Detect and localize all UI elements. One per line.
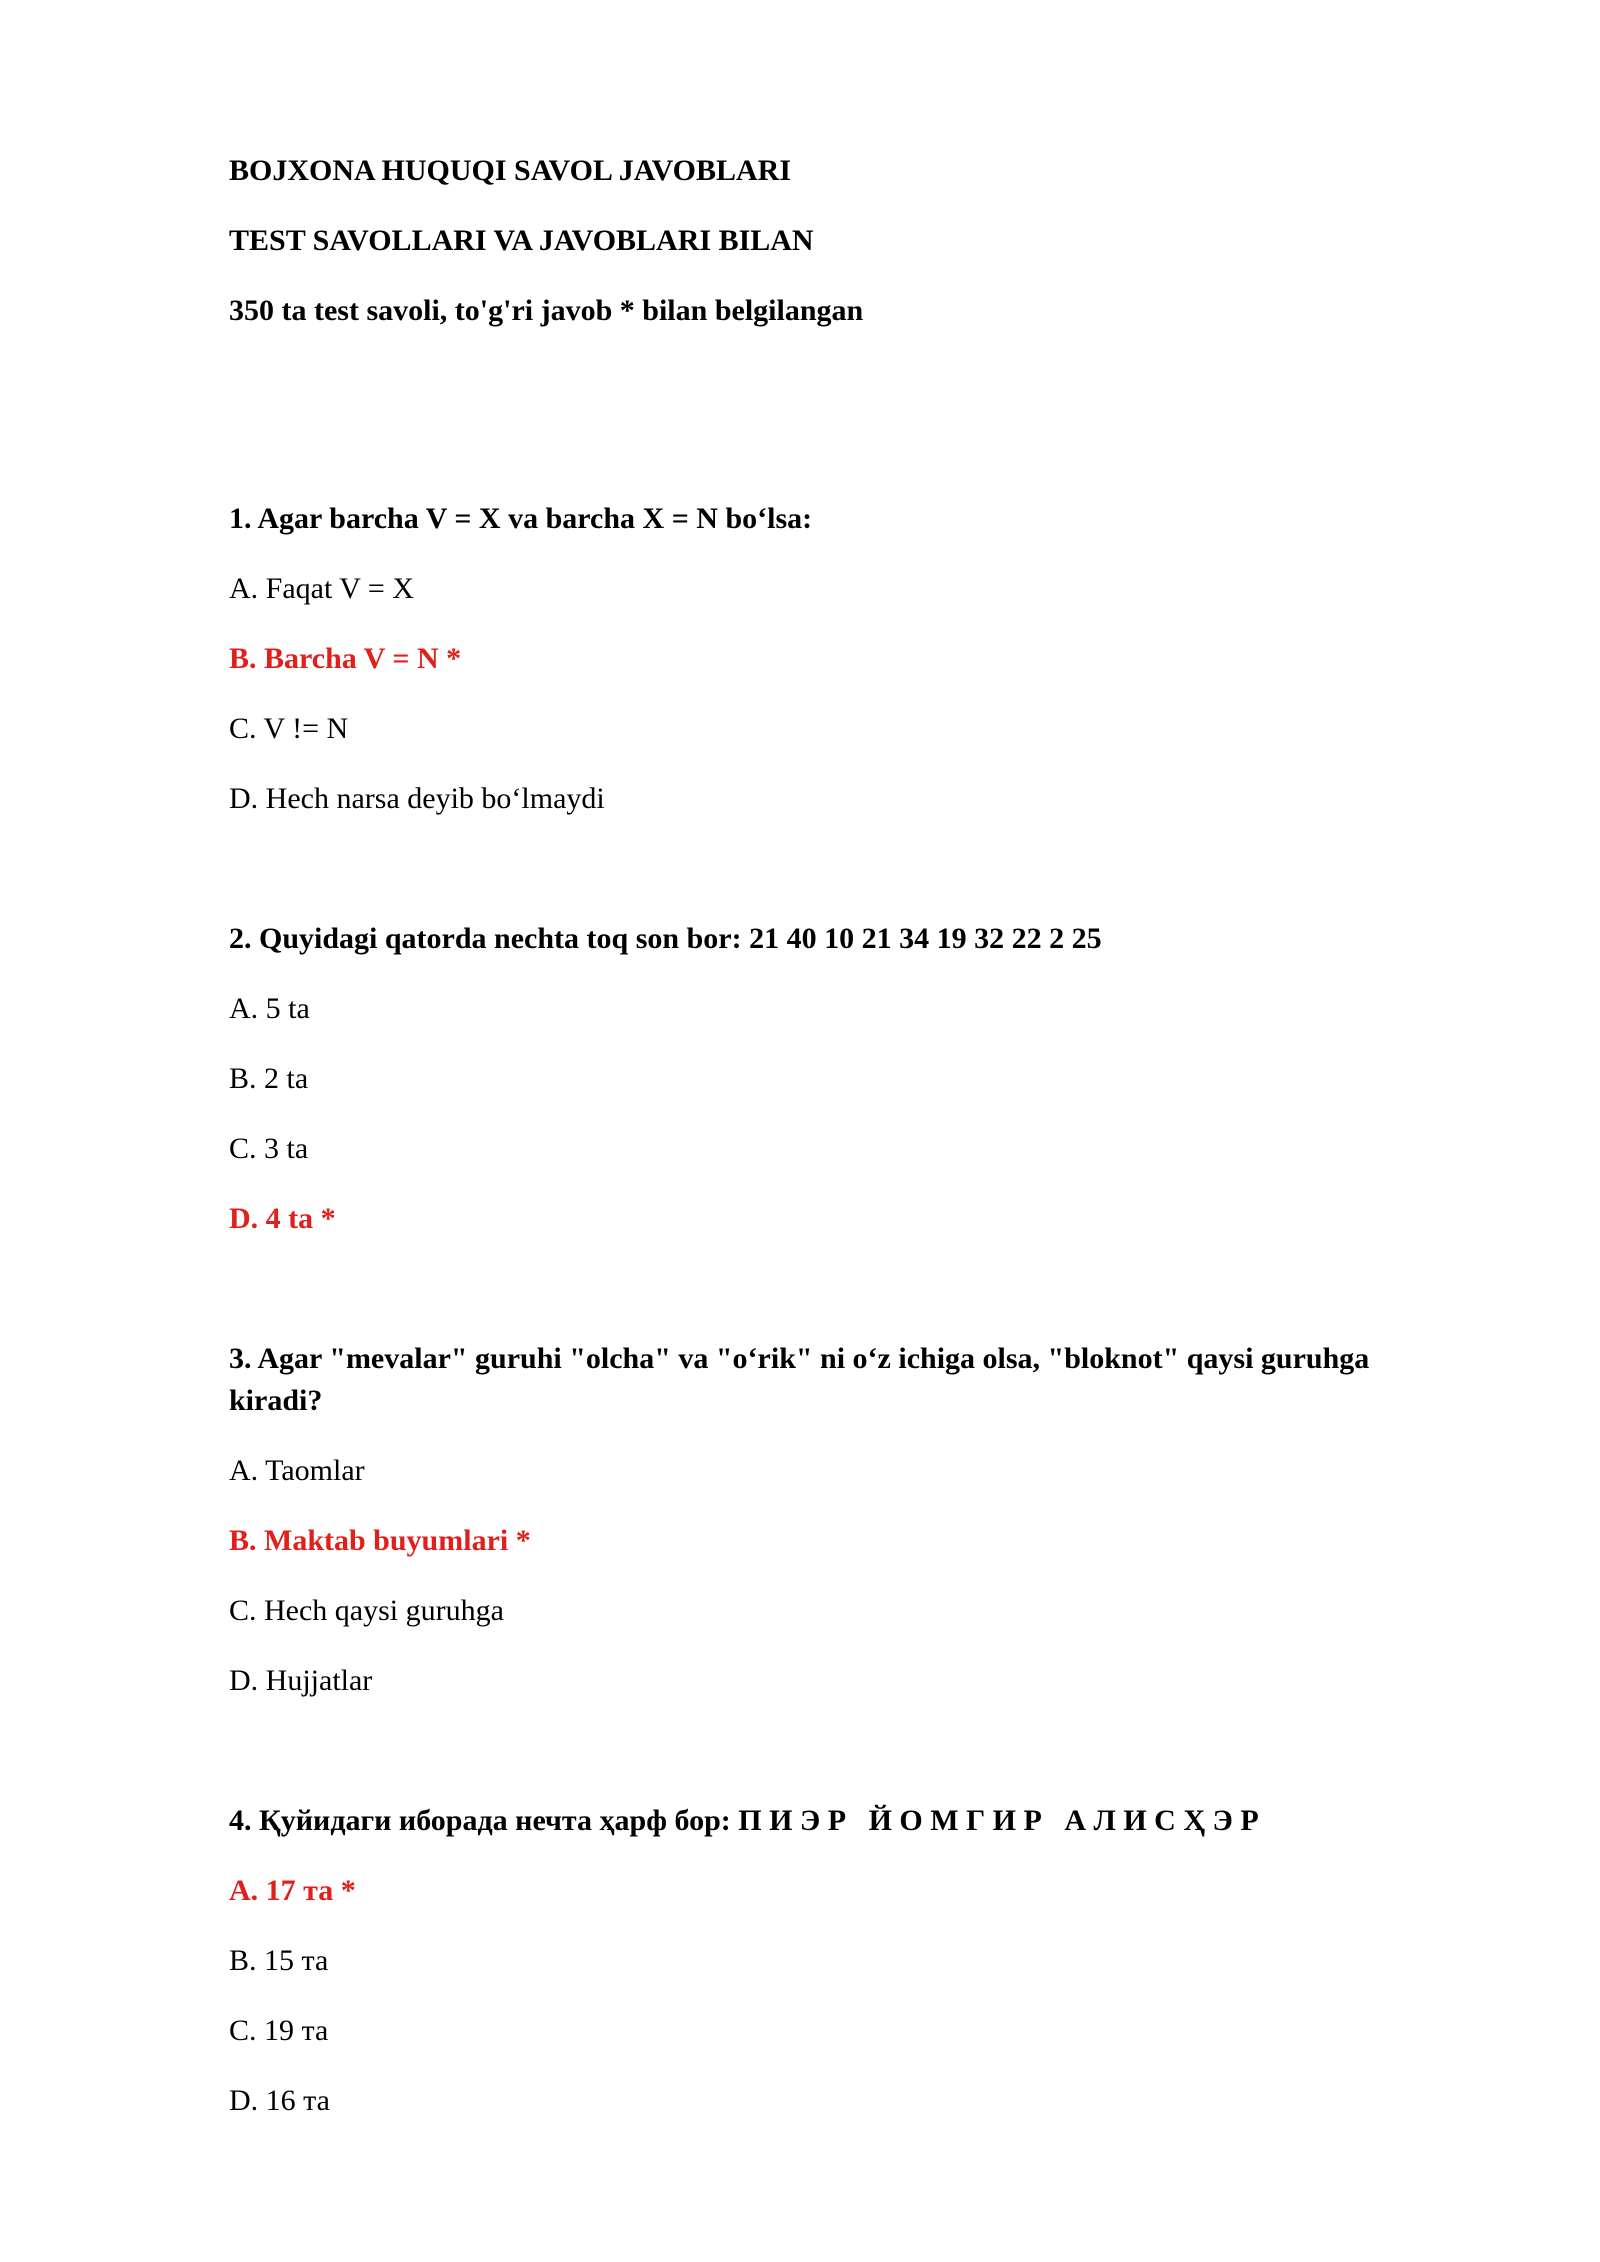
question-1-option-d: D. Hech narsa deyib bo‘lmaydi [229,782,605,815]
question-1-text: 1. Agar barcha V = X va barcha X = N bo‘lsa: [229,502,813,535]
document-subtitle: TEST SAVOLLARI VA JAVOBLARI BILAN [229,224,814,257]
document-title: BOJXONA HUQUQI SAVOL JAVOBLARI [229,154,791,187]
question-1-option-b-correct: B. Barcha V = N * [229,642,462,675]
question-2-option-c: C. 3 ta [229,1132,309,1165]
question-2-option-b: B. 2 ta [229,1062,309,1095]
question-3-text: 3. Agar "mevalar" guruhi "olcha" va "o‘rik" ni o‘z ichiga olsa, "bloknot" qaysi guruhga kiradi? [229,1342,1370,1417]
question-3-option-b-correct: B. Maktab buyumlari * [229,1524,531,1557]
question-2-option-d-correct: D. 4 ta * [229,1202,336,1235]
question-1-option-a: A. Faqat V = X [229,572,414,605]
question-2-text: 2. Quyidagi qatorda nechta toq son bor: 21 40 10 21 34 19 32 22 2 25 [229,922,1102,955]
question-4-option-a-correct: А. 17 та * [229,1874,356,1907]
question-4-option-d: D. 16 та [229,2084,330,2117]
question-3-option-c: C. Hech qaysi guruhga [229,1594,504,1627]
question-2-option-a: A. 5 ta [229,992,310,1025]
document-note: 350 ta test savoli, to'g'ri javob * bilan belgilangan [229,294,864,327]
question-4-option-c: C. 19 та [229,2014,329,2047]
question-3-option-d: D. Hujjatlar [229,1664,373,1697]
question-3-option-a: A. Taomlar [229,1454,365,1487]
question-4-text: 4. Қуйидаги иборада нечта ҳарф бор: П И Э Р Й О М Г И Р А Л И С Ҳ Э Р [229,1804,1259,1837]
question-1-option-c: C. V != N [229,712,349,745]
question-4-option-b: B. 15 та [229,1944,329,1977]
